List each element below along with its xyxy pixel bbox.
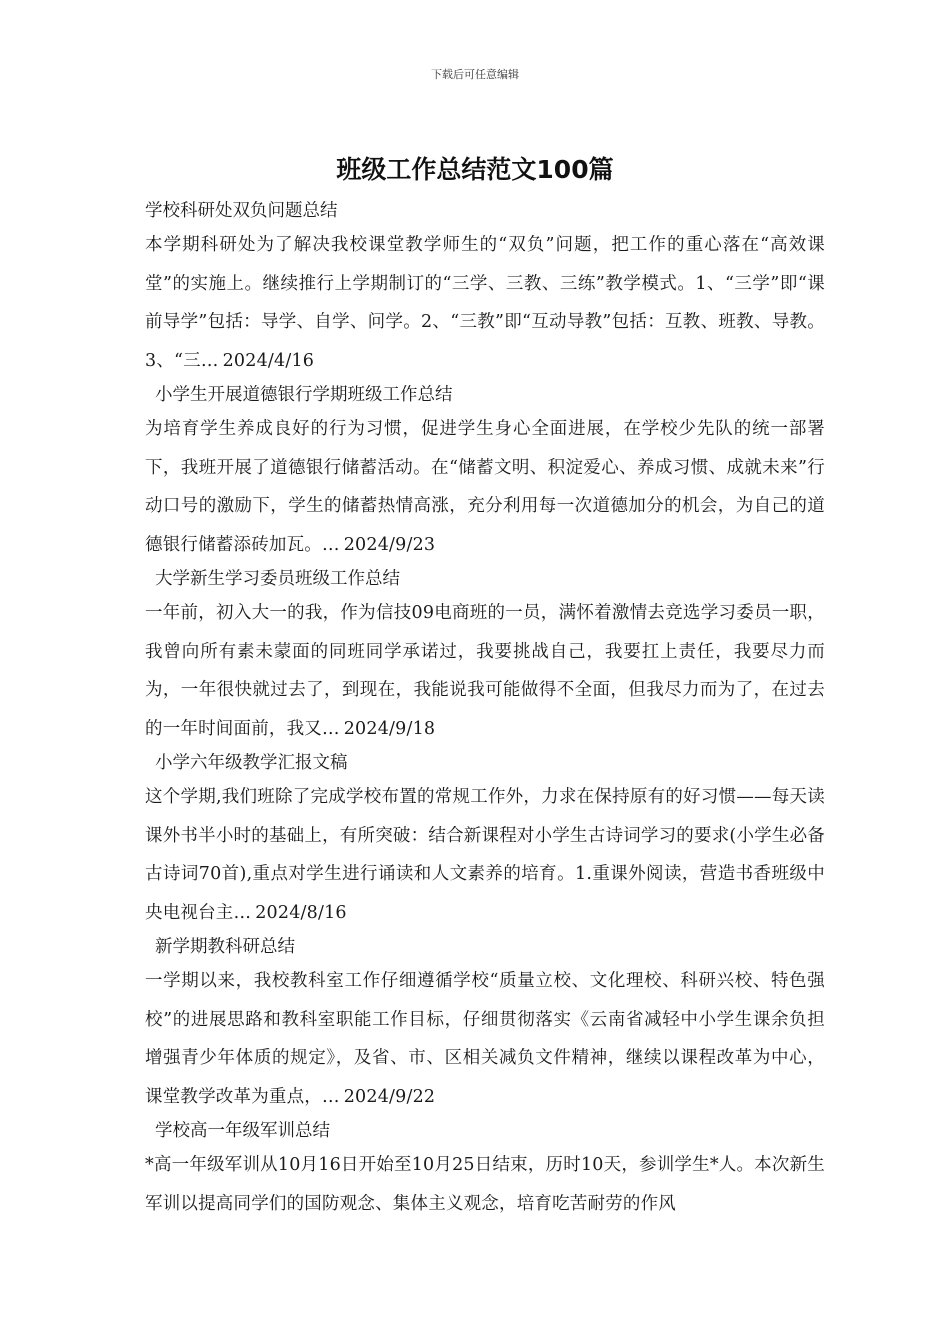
article-text: *高一年级军训从10月16日开始至10月25日结束，历时10天，参训学生*人。本次新生军训以提高同学们的国防观念、集体主义观念，培育吃苦耐劳的作风	[145, 1155, 825, 1214]
article-list	[145, 196, 825, 1223]
article-title: 学校高一年级军训总结	[155, 1121, 330, 1141]
article-date: 2024/9/22	[343, 1086, 436, 1107]
article-date: 2024/4/16	[222, 350, 315, 371]
article	[145, 564, 825, 748]
article-body	[145, 962, 825, 1116]
article-title: 大学新生学习委员班级工作总结	[155, 569, 400, 589]
article	[145, 196, 825, 380]
article-text: 这个学期,我们班除了完成学校布置的常规工作外，力求在保持原有的好习惯——每天读课外书半小时的基础上，有所突破：结合新课程对小学生古诗词学习的要求(小学生必备古诗词70首),重点对学生进行诵读和人文素养的培育。1.重课外阅读，营造书香班级中央电视台主…	[145, 787, 825, 923]
header-note: 下载后可任意编辑	[431, 68, 519, 81]
document-title: 班级工作总结范文100篇	[336, 155, 614, 184]
article	[145, 380, 825, 564]
article	[145, 932, 825, 1116]
article-date: 2024/9/23	[343, 534, 436, 555]
article-text: 一学期以来，我校教科室工作仔细遵循学校“质量立校、文化理校、科研兴校、特色强校”的进展思路和教科室职能工作目标，仔细贯彻落实《云南省减轻中小学生课余负担增强青少年体质的规定》，及省、市、区相关减负文件精神，继续以课程改革为中心，课堂教学改革为重点，…	[145, 971, 825, 1107]
article-body	[145, 1146, 825, 1223]
article-body	[145, 594, 825, 748]
article-body	[145, 410, 825, 564]
article-text: 为培育学生养成良好的行为习惯，促进学生身心全面进展，在学校少先队的统一部署下，我班开展了道德银行储蓄活动。在“储蓄文明、积淀爱心、养成习惯、成就未来”行动口号的激励下，学生的储蓄热情高涨，充分利用每一次道德加分的机会，为自己的道德银行储蓄添砖加瓦。…	[145, 419, 825, 555]
article-title: 小学生开展道德银行学期班级工作总结	[155, 385, 453, 405]
article-title: 小学六年级教学汇报文稿	[155, 753, 348, 773]
article	[145, 748, 825, 932]
article-title: 新学期教科研总结	[155, 937, 295, 957]
article-date: 2024/8/16	[255, 902, 347, 923]
article-title: 学校科研处双负问题总结	[145, 201, 338, 221]
article-body	[145, 778, 825, 932]
article-text: 一年前，初入大一的我，作为信技09电商班的一员，满怀着激情去竞选学习委员一职，我曾向所有素未蒙面的同班同学承诺过，我要挑战自己，我要扛上责任，我要尽力而为，一年很快就过去了，到现在，我能说我可能做得不全面，但我尽力而为了，在过去的一年时间面前，我又…	[145, 603, 825, 739]
article-body	[145, 226, 825, 380]
article-text: 本学期科研处为了解决我校课堂教学师生的“双负”问题，把工作的重心落在“高效课堂”的实施上。继续推行上学期制订的“三学、三教、三练”教学模式。1、“三学”即“课前导学”包括：导学、自学、问学。2、“三教”即“互动导教”包括：互教、班教、导教。3、“三…	[145, 235, 825, 371]
article	[145, 1116, 825, 1223]
article-date: 2024/9/18	[343, 718, 436, 739]
